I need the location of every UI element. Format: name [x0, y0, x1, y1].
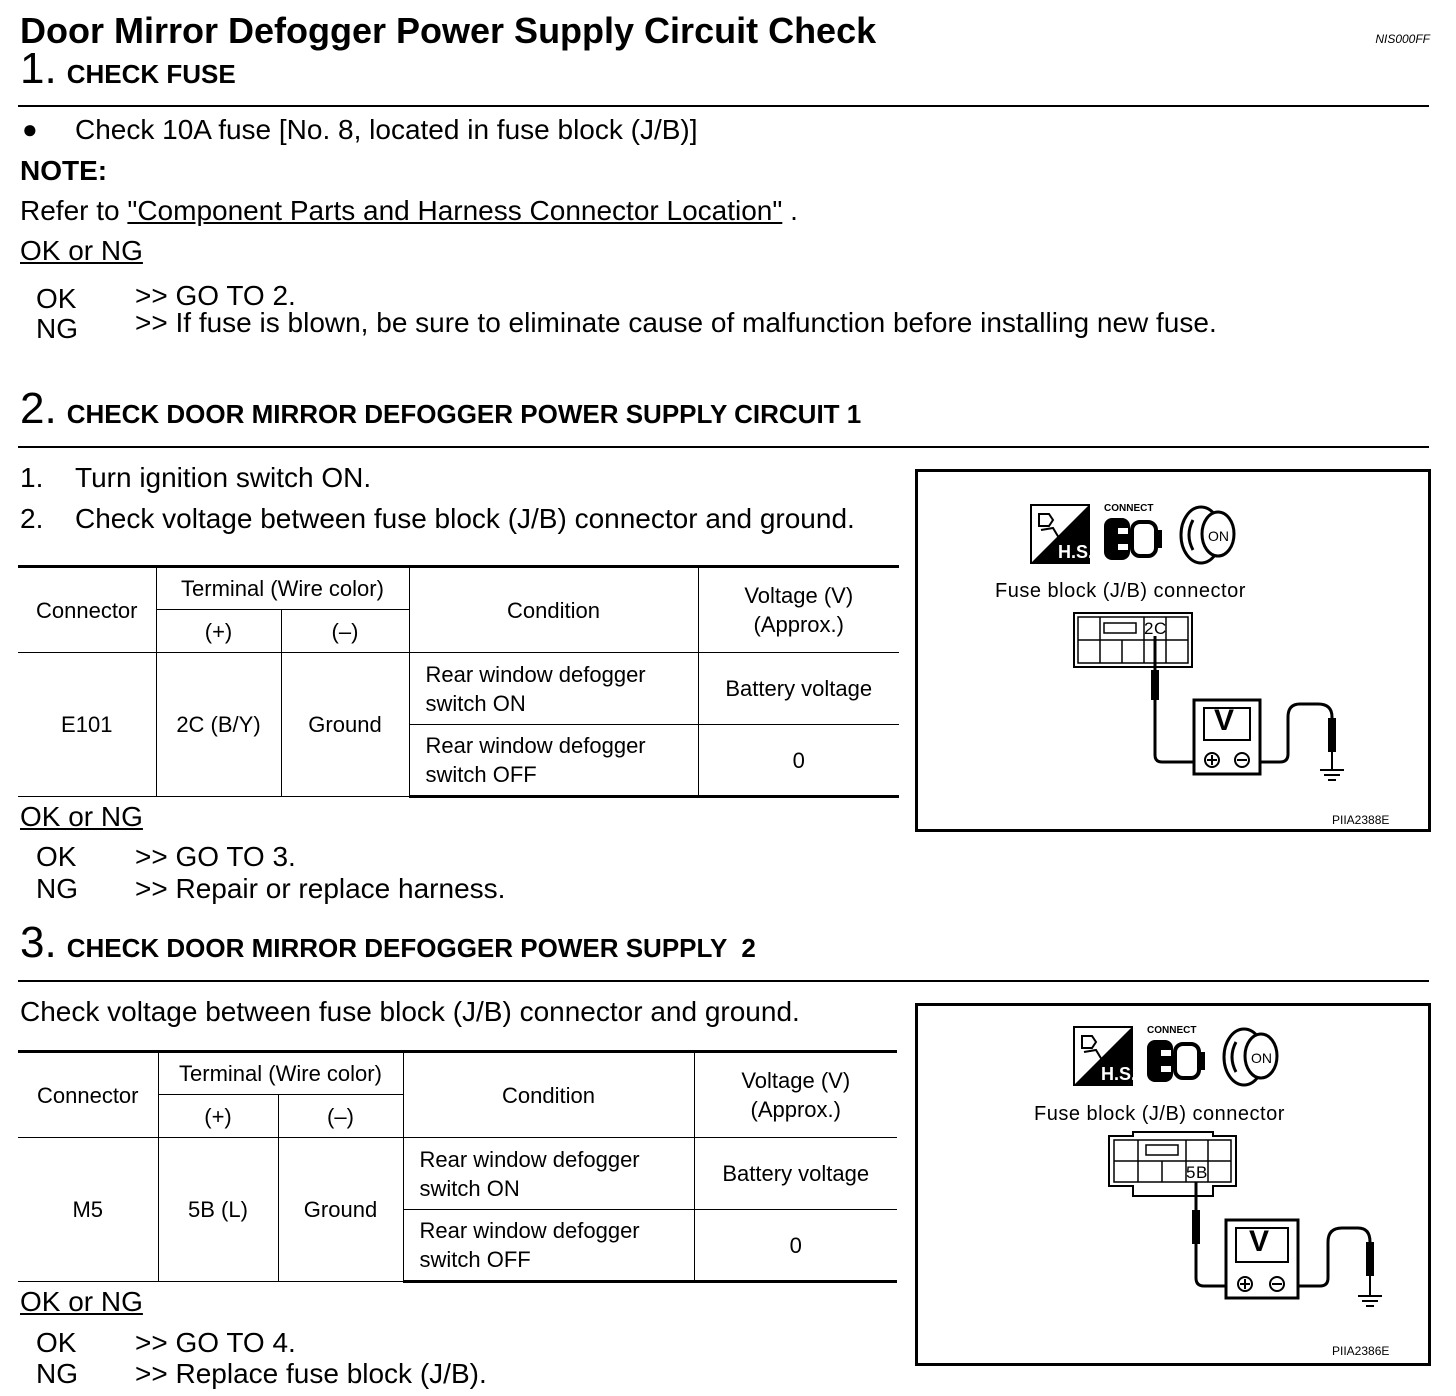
instruction-1-number: 1.: [20, 462, 44, 493]
ng-action-2: >> Repair or replace harness.: [135, 873, 506, 904]
header-condition-2: Condition: [403, 1052, 694, 1138]
ok-label-3: OK: [36, 1327, 77, 1358]
note-text: [20, 195, 798, 227]
voltmeter-label-2: V: [1249, 1225, 1270, 1258]
step-2-number: 2.: [20, 384, 57, 433]
header-connector-2: Connector: [18, 1052, 158, 1138]
step-2-divider: [18, 446, 1429, 448]
header-voltage-2-line2: (Approx.): [750, 1097, 841, 1122]
fuse-block-connector-label-1: Fuse block (J/B) connector: [995, 580, 1246, 602]
figure-drawing-1: [918, 472, 1428, 829]
hand-tester-icon: [1074, 1027, 1136, 1085]
ignition-on-icon: [1181, 507, 1234, 563]
step-3-number: 3.: [20, 918, 57, 967]
document-id: NIS000FF: [1375, 32, 1430, 46]
ok-or-ng-label-1: OK or NG: [20, 235, 143, 266]
ok-action-2: >> GO TO 3.: [135, 841, 296, 872]
header-minus: (–): [281, 610, 409, 653]
ng-label-3: NG: [36, 1358, 78, 1389]
header-connector: Connector: [18, 567, 156, 653]
svg-text:CONNECT: CONNECT: [1104, 503, 1154, 514]
ok-action-1: >> GO TO 2.: [135, 280, 296, 311]
step-3-instruction: Check voltage between fuse block (J/B) connector and ground.: [20, 996, 800, 1027]
svg-text:ON: ON: [1251, 1050, 1272, 1066]
cell-plus-terminal: 2C (B/Y): [156, 653, 281, 797]
figure-fuse-block-2c: [915, 469, 1431, 832]
cell-condition-on-2: [403, 1138, 694, 1210]
ok-or-ng-label-3: OK or NG: [20, 1286, 143, 1317]
hand-tester-icon: [1031, 505, 1093, 563]
step-1-number: 1.: [20, 44, 57, 93]
header-plus: (+): [156, 610, 281, 653]
svg-text:ON: ON: [1208, 528, 1229, 544]
instruction-2: Check voltage between fuse block (J/B) connector and ground.: [75, 503, 855, 534]
cond-on-line1: Rear window defogger: [425, 661, 646, 687]
terminal-5b-label: 5B: [1186, 1163, 1208, 1182]
step-3-divider: [18, 980, 1429, 982]
voltage-spec-table-2: [18, 1050, 897, 1283]
figure-id-1: PIIA2388E: [1332, 813, 1390, 827]
cell-connector: E101: [18, 653, 156, 797]
cell-plus-terminal-2: 5B (L): [158, 1138, 278, 1282]
voltage-spec-table-1: [18, 565, 899, 798]
ng-label-1: NG: [36, 313, 78, 344]
header-minus-2: (–): [278, 1095, 403, 1138]
ng-label-2: NG: [36, 873, 78, 904]
bullet-icon: ●: [22, 114, 38, 144]
page-title: Door Mirror Defogger Power Supply Circuit Check: [20, 10, 877, 51]
figure-drawing-2: [918, 1006, 1428, 1363]
header-voltage: [698, 567, 899, 653]
cell-condition-on: [409, 653, 698, 725]
refer-prefix: Refer to: [20, 195, 128, 226]
ok-label-2: OK: [36, 841, 77, 872]
cell-condition-off-2: [403, 1210, 694, 1282]
cond-on-line2: switch ON: [425, 690, 526, 716]
header-voltage-2-line1: Voltage (V): [741, 1068, 851, 1093]
fuse-block-connector-1: [1074, 613, 1192, 667]
instruction-2-number: 2.: [20, 503, 44, 534]
fuse-block-connector-2: [1109, 1132, 1236, 1196]
cell-connector-2: M5: [18, 1138, 158, 1282]
cond-off-2-line2: switch OFF: [419, 1247, 531, 1272]
ok-or-ng-label-2: OK or NG: [20, 801, 143, 832]
ignition-on-icon: [1224, 1029, 1277, 1085]
svg-text:CONNECT: CONNECT: [1147, 1025, 1197, 1036]
step-1-divider: [18, 105, 1429, 107]
step-3-header: [20, 918, 756, 968]
cell-minus-terminal: Ground: [281, 653, 409, 797]
cond-off-2-line1: Rear window defogger: [419, 1218, 640, 1243]
voltmeter-label-1: V: [1214, 704, 1235, 737]
instruction-1: Turn ignition switch ON.: [75, 462, 372, 493]
figure-fuse-block-5b: [915, 1003, 1431, 1366]
ng-action-1: >> If fuse is blown, be sure to eliminate cause of malfunction before installing new fuse.: [135, 307, 1217, 338]
cell-voltage-off: 0: [698, 725, 899, 797]
terminal-2c-label: 2C: [1144, 619, 1167, 638]
connect-icon: [1147, 1025, 1205, 1082]
cell-voltage-on-2: Battery voltage: [694, 1138, 897, 1210]
header-terminal: Terminal (Wire color): [156, 567, 409, 610]
figure-id-2: PIIA2386E: [1332, 1344, 1390, 1358]
component-location-link[interactable]: "Component Parts and Harness Connector Location": [127, 195, 783, 226]
cell-voltage-off-2: 0: [694, 1210, 897, 1282]
step-2-heading: CHECK DOOR MIRROR DEFOGGER POWER SUPPLY CIRCUIT 1: [66, 399, 862, 429]
cond-on-2-line2: switch ON: [419, 1175, 520, 1201]
cond-off-line1: Rear window defogger: [425, 733, 646, 758]
step-3-heading: CHECK DOOR MIRROR DEFOGGER POWER SUPPLY 2: [66, 933, 756, 963]
step-1-heading: CHECK FUSE: [66, 59, 236, 89]
header-plus-2: (+): [158, 1095, 278, 1138]
header-voltage-line1: Voltage (V): [744, 583, 854, 608]
step-2-header: [20, 384, 861, 434]
ok-action-3: >> GO TO 4.: [135, 1327, 296, 1358]
step-1-header: [20, 44, 236, 94]
cond-on-2-line1: Rear window defogger: [419, 1146, 640, 1172]
ok-label-1: OK: [36, 283, 77, 314]
cell-voltage-on: Battery voltage: [698, 653, 899, 725]
connect-icon: [1104, 503, 1162, 560]
svg-text:H.S.: H.S.: [1058, 542, 1094, 562]
header-condition: Condition: [409, 567, 698, 653]
ng-action-3: >> Replace fuse block (J/B).: [135, 1358, 487, 1389]
cell-minus-terminal-2: Ground: [278, 1138, 403, 1282]
note-label: NOTE:: [20, 155, 108, 186]
svg-text:H.S.: H.S.: [1101, 1064, 1137, 1084]
header-terminal-2: Terminal (Wire color): [158, 1052, 403, 1095]
cond-off-line2: switch OFF: [425, 762, 537, 787]
fuse-check-instruction: Check 10A fuse [No. 8, located in fuse block (J/B)]: [75, 114, 698, 145]
fuse-block-connector-label-2: Fuse block (J/B) connector: [1034, 1103, 1285, 1125]
header-voltage-2: [694, 1052, 897, 1138]
header-voltage-line2: (Approx.): [753, 612, 844, 637]
cell-condition-off: [409, 725, 698, 797]
refer-suffix: .: [782, 195, 798, 226]
